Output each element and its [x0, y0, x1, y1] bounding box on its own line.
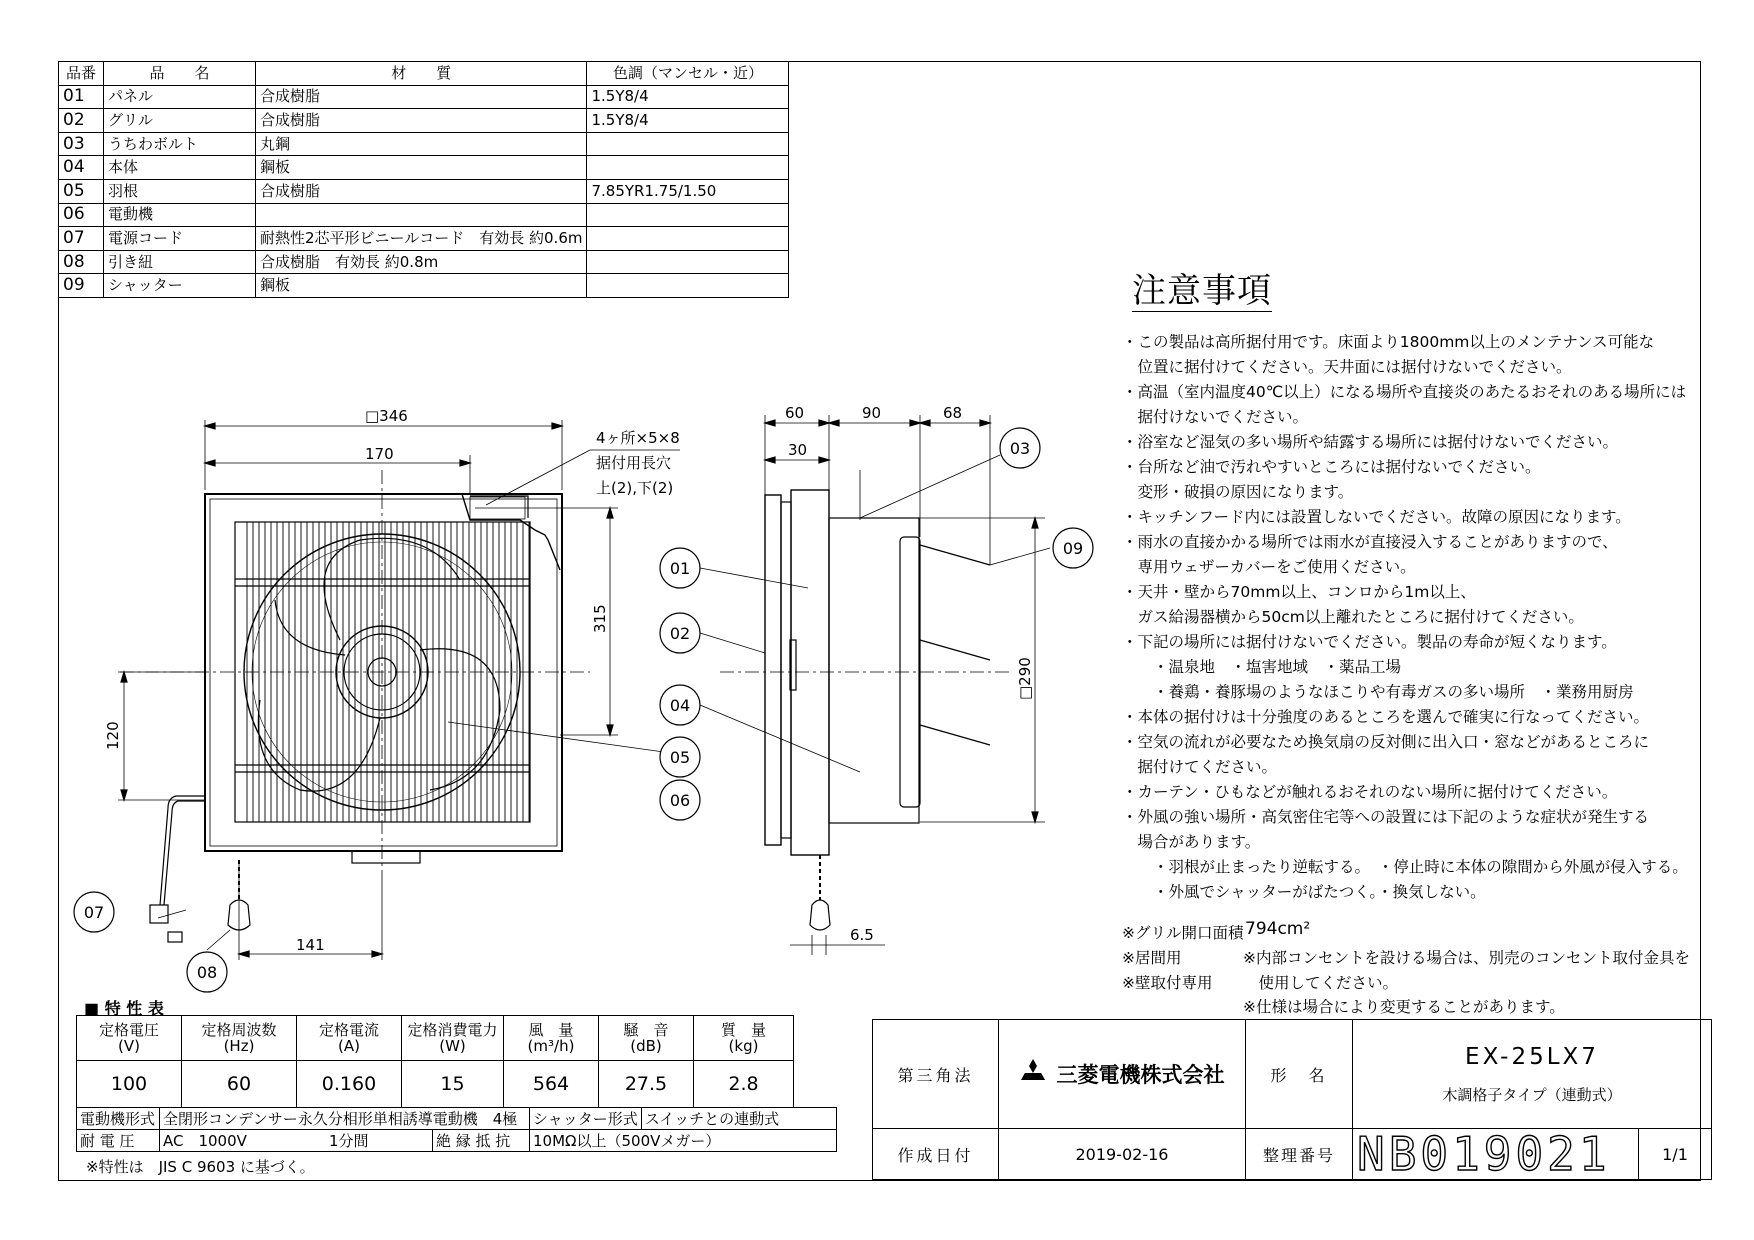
spec-header [694, 1016, 794, 1061]
projection-label: 第三角法 [873, 1020, 999, 1129]
dim-30-label: 30 [788, 441, 808, 459]
dim-outer-label: □346 [365, 407, 408, 425]
spec-header-unit: (Hz) [223, 1037, 255, 1055]
part-color: 1.5Y8/4 [587, 85, 789, 109]
note-line: ・カーテン・ひもなどが触れるおそれのない場所に据付けてください。 [1122, 783, 1618, 801]
dim-120-label: 120 [104, 721, 122, 750]
parts-header-no: 品番 [59, 62, 104, 86]
title-row-1 [873, 1020, 1712, 1129]
drawing-number: NB019021 [1357, 1127, 1611, 1181]
note-line: ・養鶏・養豚場のようなほこりや有毒ガスの多い場所 ・業務用厨房 [1122, 683, 1634, 701]
part-material: 合成樹脂 有効長 約0.8m [256, 250, 587, 274]
dim-170-label: 170 [365, 445, 394, 463]
insulation-label: 絶 縁 抵 抗 [433, 1130, 530, 1152]
parts-header-name: 品 名 [104, 62, 256, 86]
model-description: 木調格子タイプ（連動式） [1442, 1085, 1622, 1104]
number-label: 整理番号 [1246, 1129, 1353, 1180]
callout-03 [1000, 428, 1040, 468]
callout-label: 01 [669, 559, 691, 578]
callout-06 [660, 780, 700, 820]
spec-footnote: ※特性は JIS C 9603 に基づく。 [86, 1158, 315, 1176]
part-color: 1.5Y8/4 [587, 109, 789, 133]
spec-value: 60 [182, 1061, 297, 1108]
part-name: 電動機 [104, 203, 256, 227]
parts-header-color: 色調（マンセル・近） [587, 62, 789, 86]
spec-header-name: 風 量 [528, 1020, 574, 1039]
dim-90-label: 90 [862, 404, 882, 422]
title-row-2 [873, 1129, 1712, 1180]
dim-60-label: 60 [785, 404, 805, 422]
hole-note-1: 4ヶ所×5×8 [596, 429, 680, 447]
part-material: 鋼板 [256, 274, 587, 298]
part-material: 耐熱性2芯平形ビニールコード 有効長 約0.6m [256, 227, 587, 251]
note-line: 位置に据付けてください。天井面には据付けないでください。 [1122, 358, 1572, 376]
grille-area-label: ※グリル開口面積 [1122, 924, 1244, 942]
spec-value: 564 [504, 1061, 599, 1108]
spec-value: 0.160 [297, 1061, 402, 1108]
part-no: 09 [59, 274, 104, 298]
motor-label: 電動機形式 [77, 1108, 160, 1130]
part-name: シャッター [104, 274, 256, 298]
part-name: グリル [104, 109, 256, 133]
part-name: パネル [104, 85, 256, 109]
spec-value: 100 [77, 1061, 182, 1108]
callout-09 [1053, 528, 1093, 568]
part-material: 合成樹脂 [256, 109, 587, 133]
insulation-value: 10MΩ以上（500Vメガー） [530, 1130, 837, 1152]
callout-label: 05 [669, 748, 691, 767]
part-no: 08 [59, 250, 104, 274]
model-label: 形 名 [1246, 1020, 1353, 1129]
note-line: ・本体の据付けは十分強度のあるところを選んで確実に行なってください。 [1122, 708, 1650, 726]
hole-note-2: 据付用長穴 [596, 454, 672, 472]
part-name: 羽根 [104, 179, 256, 203]
part-no: 05 [59, 179, 104, 203]
callout-04 [660, 685, 700, 725]
dim-68-label: 68 [943, 404, 963, 422]
dim-141-label: 141 [296, 936, 325, 954]
spec-header-name: 定格消費電力 [407, 1020, 498, 1039]
date-label: 作成日付 [873, 1129, 999, 1180]
shutter-label: シャッター形式 [530, 1108, 642, 1130]
spec-header-unit: (m³/h) [527, 1037, 575, 1055]
callouts [74, 428, 1093, 992]
title-block [872, 1019, 1712, 1180]
note-line: ・台所など油で汚れやすいところには据付ないでください。 [1122, 458, 1541, 476]
date-value: 2019-02-16 [999, 1129, 1246, 1180]
spec-header [504, 1016, 599, 1061]
mitsubishi-logo-icon [1019, 1059, 1047, 1089]
grille-area-value: 794cm² [1245, 919, 1311, 939]
callout-label: 03 [1009, 439, 1031, 458]
front-view [118, 420, 680, 960]
note-line: ・高温（室内温度40℃以上）になる場所や直接炎のあたるおそれのある場所には [1122, 383, 1687, 401]
spec-header [402, 1016, 504, 1061]
spec-header-unit: (dB) [630, 1037, 662, 1055]
part-no: 01 [59, 85, 104, 109]
note-line: ・外風の強い場所・高気密住宅等への設置には下記のような症状が発生する [1122, 808, 1650, 826]
voltage-label: 耐 電 圧 [77, 1130, 160, 1152]
callout-label: 07 [83, 903, 105, 922]
voltage-value: AC 1000V [160, 1130, 327, 1152]
callout-05 [660, 737, 700, 777]
note-line: ・浴室など湿気の多い場所や結露する場所には据付けないでください。 [1122, 433, 1619, 451]
number-cell [1353, 1129, 1639, 1180]
spec-header [297, 1016, 402, 1061]
usage-wall: ※壁取付専用 [1122, 974, 1213, 992]
spec-value: 15 [402, 1061, 504, 1108]
part-name: 本体 [104, 156, 256, 180]
part-material: 丸鋼 [256, 132, 587, 156]
company-name: 三菱電機株式会社 [1056, 1063, 1225, 1087]
usage-living: ※居間用 [1122, 949, 1182, 967]
part-color: 7.85YR1.75/1.50 [587, 179, 789, 203]
note-line: 変形・破損の原因になります。 [1122, 483, 1354, 501]
notes-list [1122, 330, 1688, 905]
company-cell [999, 1020, 1246, 1129]
callout-label: 04 [669, 696, 691, 715]
part-name: 電源コード [104, 227, 256, 251]
spec-table [76, 1015, 794, 1108]
note-line: ・天井・壁から70mm以上、コンロから1m以上、 [1122, 583, 1476, 601]
part-material: 合成樹脂 [256, 85, 587, 109]
sheet-number: 1/1 [1639, 1129, 1712, 1180]
note-line: ・下記の場所には据付けないでください。製品の寿命が短くなります。 [1122, 633, 1617, 651]
spec-header-unit: (V) [118, 1037, 140, 1055]
note-line: 専用ウェザーカバーをご使用ください。 [1122, 558, 1416, 576]
note-line: ・この製品は高所据付用です。床面より1800mm以上のメンテナンス可能な [1122, 333, 1655, 351]
note-line: ・温泉地 ・塩害地域 ・薬品工場 [1122, 658, 1402, 676]
spec-voltage-row [77, 1130, 837, 1152]
spec-value: 2.8 [694, 1061, 794, 1108]
spec-header-unit: (A) [338, 1037, 360, 1055]
dim-315-label: 315 [591, 604, 609, 633]
callout-label: 06 [669, 791, 691, 810]
part-name: うちわボルト [104, 132, 256, 156]
notes-heading: 注意事項 [1132, 271, 1272, 311]
note-line: ・羽根が止まったり逆転する。 ・停止時に本体の隙間から外風が侵入する。 [1122, 858, 1688, 876]
spec-header-name: 質 量 [720, 1020, 766, 1039]
spec-value-row [77, 1061, 794, 1108]
remark-2: 使用してください。 [1243, 974, 1399, 992]
spec-header-row [77, 1016, 794, 1061]
spec-header [77, 1016, 182, 1061]
part-no: 03 [59, 132, 104, 156]
model-number: EX-25LX7 [1465, 1043, 1599, 1070]
spec-header-unit: (kg) [728, 1037, 759, 1055]
note-line: ガス給湯器横から50cm以上離れたところに据付けてください。 [1122, 608, 1584, 626]
note-line: ・空気の流れが必要なため換気扇の反対側に出入口・窓などがあるところに [1122, 733, 1650, 751]
spec-header-name: 定格電流 [318, 1020, 379, 1039]
callout-01 [660, 548, 700, 588]
dim-290-label: □290 [1016, 657, 1034, 700]
note-line: ・外風でシャッターがばたつく。・換気しない。 [1122, 883, 1486, 901]
callout-02 [660, 613, 700, 653]
spec-header-name: 定格電圧 [98, 1020, 159, 1039]
spec-header [599, 1016, 694, 1061]
callout-08 [187, 952, 227, 992]
part-material: 合成樹脂 [256, 179, 587, 203]
shutter-value: スイッチとの連動式 [641, 1108, 836, 1130]
motor-value: 全閉形コンデンサー永久分相形単相誘導電動機 4極 [160, 1108, 530, 1130]
callout-label: 08 [196, 963, 218, 982]
model-cell [1353, 1020, 1712, 1129]
part-no: 07 [59, 227, 104, 251]
spec-header-name: 定格周波数 [201, 1020, 277, 1039]
remark-3: ※仕様は場合により変更することがあります。 [1243, 998, 1565, 1016]
parts-header-material: 材 質 [256, 62, 587, 86]
note-line: ・キッチンフード内には設置しないでください。故障の原因になります。 [1122, 508, 1631, 526]
part-name: 引き紐 [104, 250, 256, 274]
note-line: ・雨水の直接かかる場所では雨水が直接浸入することがありますので、 [1122, 533, 1618, 551]
part-no: 06 [59, 203, 104, 227]
dim-6-5-label: 6.5 [850, 926, 874, 944]
callout-07 [74, 892, 114, 932]
note-line: 場合があります。 [1122, 833, 1261, 851]
voltage-time: 1分間 [326, 1130, 433, 1152]
spec-motor-row [77, 1108, 837, 1130]
spec-title: ■ 特 性 表 [84, 999, 164, 1018]
spec-header-name: 騒 音 [623, 1020, 669, 1039]
note-line: 据付けないでください。 [1122, 408, 1309, 426]
spec-header [182, 1016, 297, 1061]
spec-extra-table [76, 1107, 837, 1152]
spec-value: 27.5 [599, 1061, 694, 1108]
callout-label: 02 [669, 624, 691, 643]
spec-header-unit: (W) [439, 1037, 466, 1055]
note-line: 据付けてください。 [1122, 758, 1278, 776]
part-no: 04 [59, 156, 104, 180]
part-no: 02 [59, 109, 104, 133]
callout-label: 09 [1062, 539, 1084, 558]
hole-note-3: 上(2),下(2) [596, 479, 674, 497]
part-material: 鋼板 [256, 156, 587, 180]
remark-1: ※内部コンセントを設ける場合は、別売のコンセント取付金具を [1243, 949, 1690, 967]
